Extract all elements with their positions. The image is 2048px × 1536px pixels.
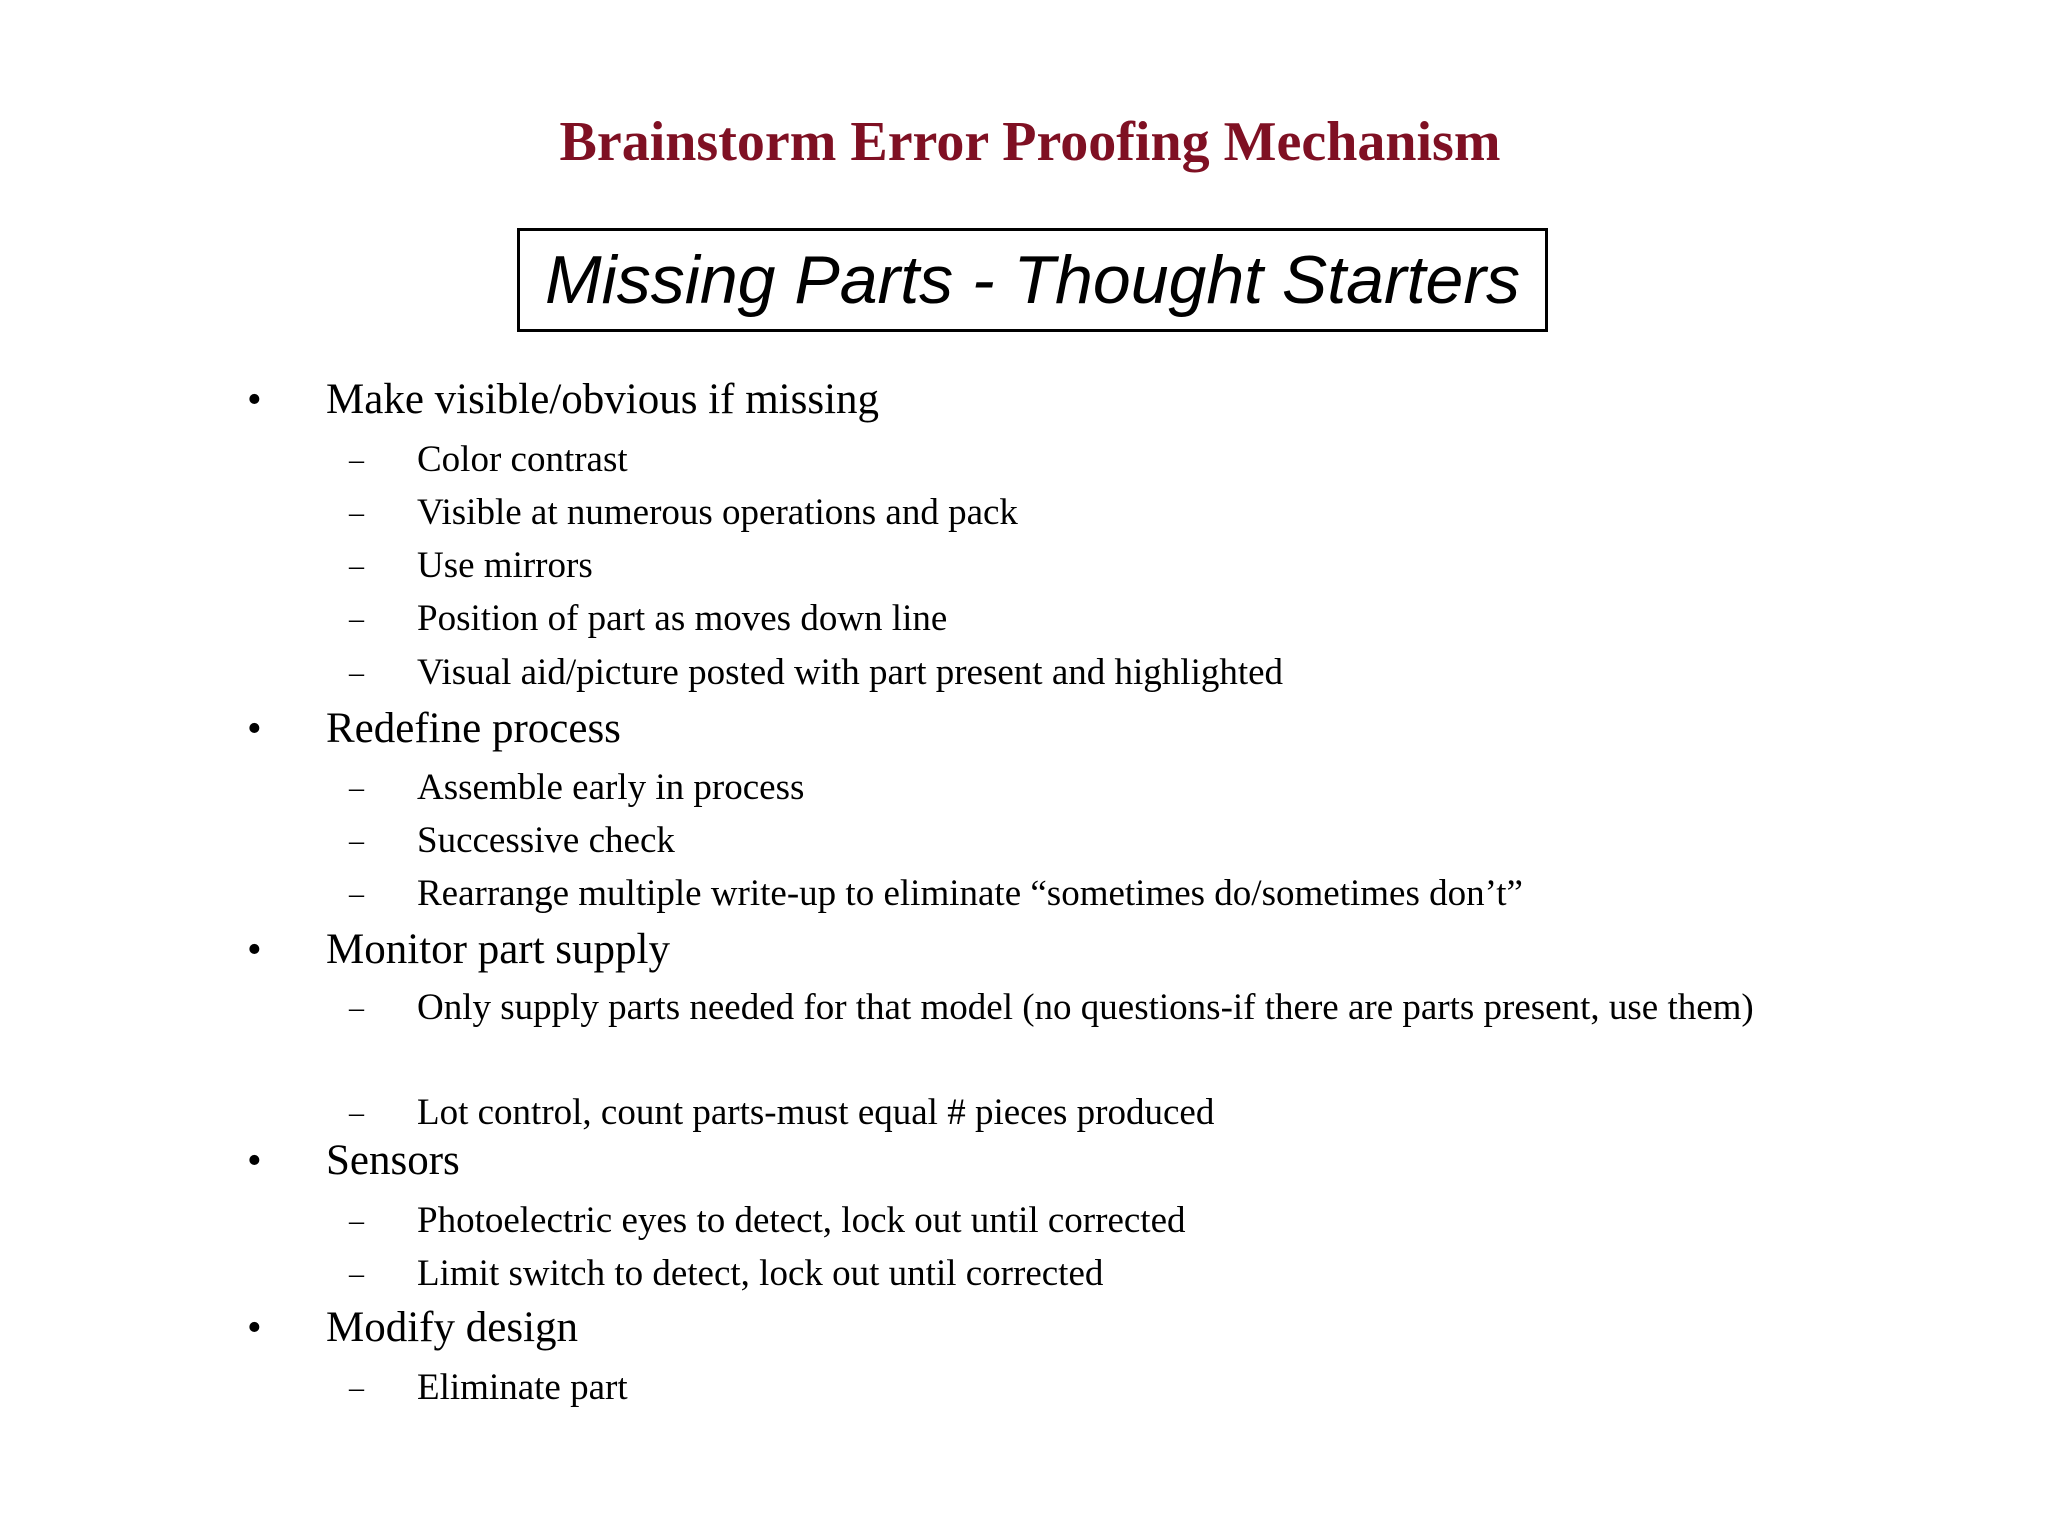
dash-icon: – [349,824,364,857]
bullet-heading: Make visible/obvious if missing [326,376,880,423]
bullet-icon: • [247,706,262,752]
sub-bullet-text: Rearrange multiple write-up to eliminate “sometimes do/sometimes don’t” [417,873,1523,914]
dash-icon: – [349,1257,364,1290]
slide-title: Brainstorm Error Proofing Mechanism [559,111,1501,173]
sub-bullet-text: Use mirrors [417,545,593,586]
sub-bullet-text: Position of part as moves down line [417,598,948,639]
sub-bullet-text: Eliminate part [417,1367,628,1408]
dash-icon: – [349,1371,364,1404]
dash-icon: – [349,443,364,476]
sub-bullet-text: Visual aid/picture posted with part present and highlighted [417,652,1284,693]
dash-icon: – [349,877,364,910]
sub-bullet-text: Lot control, count parts-must equal # pieces produced [417,1092,1215,1133]
dash-icon: – [349,656,364,689]
bullet-heading: Modify design [326,1304,579,1351]
dash-icon: – [349,991,364,1024]
dash-icon: – [349,1204,364,1237]
sub-bullet-text: Photoelectric eyes to detect, lock out until corrected [417,1200,1186,1241]
dash-icon: – [349,496,364,529]
sub-bullet-text: Color contrast [417,439,628,480]
subtitle-text: Missing Parts - Thought Starters [544,242,1520,318]
sub-bullet-text: Only supply parts needed for that model (no questions-if there are parts present, use them) [417,987,1754,1028]
dash-icon: – [349,771,364,804]
sub-bullet-text: Assemble early in process [417,767,805,808]
bullet-heading: Sensors [326,1137,460,1184]
bullet-heading: Monitor part supply [326,926,670,973]
dash-icon: – [349,549,364,582]
sub-bullet-text: Limit switch to detect, lock out until corrected [417,1253,1104,1294]
bullet-icon: • [247,1305,262,1351]
sub-bullet-text: Successive check [417,820,675,861]
dash-icon: – [349,1096,364,1129]
sub-bullet-text: Visible at numerous operations and pack [417,492,1018,533]
dash-icon: – [349,602,364,635]
bullet-icon: • [247,377,262,423]
bullet-icon: • [247,927,262,973]
bullet-heading: Redefine process [326,705,621,752]
bullet-icon: • [247,1138,262,1184]
